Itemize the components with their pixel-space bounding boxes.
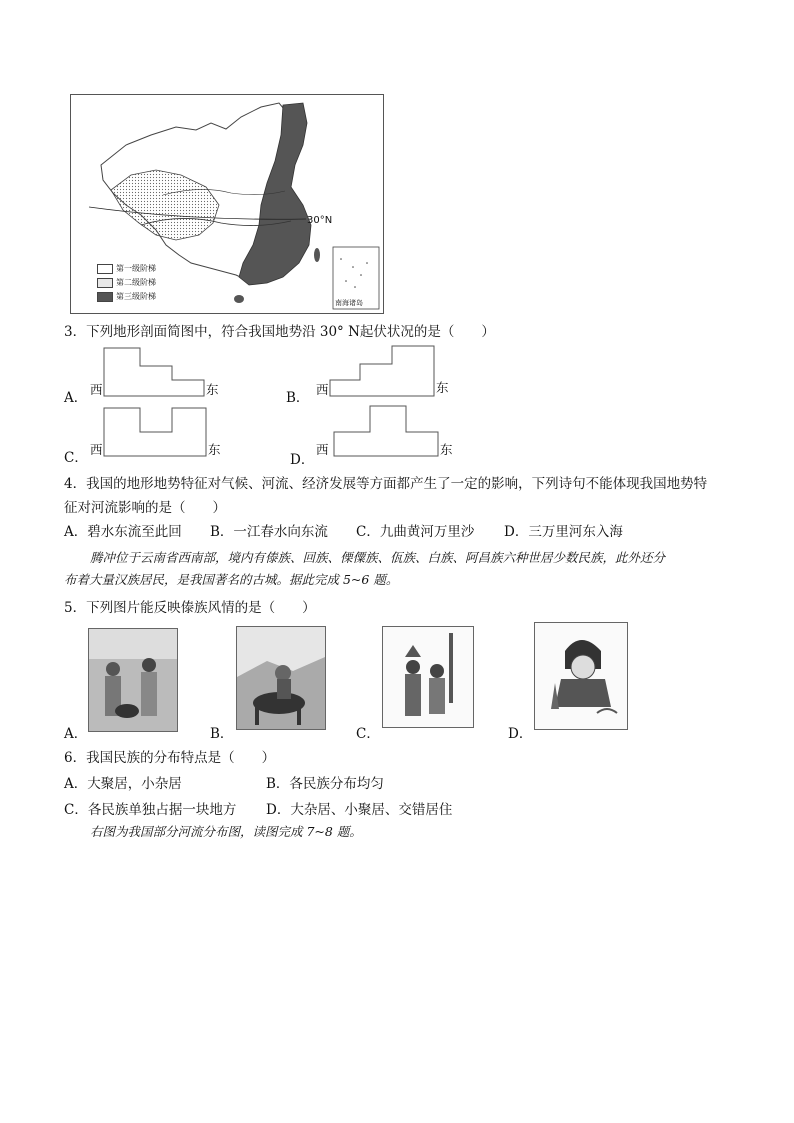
q6-stem: 6．我国民族的分布特点是（ ） <box>64 750 276 766</box>
q4-option-a[interactable]: A．碧水东流至此回 <box>64 524 182 540</box>
q5-picture-d[interactable] <box>534 622 628 730</box>
q4-option-b[interactable]: B．一江春水向东流 <box>210 524 328 540</box>
q5-option-a[interactable]: A． <box>64 726 88 742</box>
q3-option-c-profile[interactable] <box>104 408 206 460</box>
passage-tengchong-line1: 腾冲位于云南省西南部，境内有傣族、回族、傈僳族、佤族、白族、阿昌族六种世居少数民族，此外还分 <box>90 550 666 565</box>
china-terrain-map <box>70 94 384 314</box>
q5-option-c[interactable]: C． <box>356 726 380 742</box>
q6-option-d[interactable]: D．大杂居、小聚居、交错居住 <box>266 802 453 818</box>
q4-stem-line1: 4．我国的地形地势特征对气候、河流、经济发展等方面都产生了一定的影响，下列诗句不能体现我国地势特 <box>64 476 708 492</box>
q3-option-b-west: 西 <box>316 382 329 397</box>
q3-option-c-letter[interactable]: C． <box>64 450 88 466</box>
q3-option-b-east: 东 <box>436 380 449 395</box>
q3-option-b-letter[interactable]: B． <box>286 390 310 406</box>
passage-rivers: 右图为我国部分河流分布图，读图完成 7~8 题。 <box>90 824 362 839</box>
legend-item: 第三级阶梯 <box>97 291 156 302</box>
legend-swatch-third <box>97 292 113 302</box>
passage-tengchong-line2: 布着大量汉族居民，是我国著名的古城。据此完成 5~6 题。 <box>64 572 399 587</box>
q3-option-a-east: 东 <box>206 382 219 397</box>
q5-picture-b[interactable] <box>236 626 326 730</box>
q3-option-b-profile[interactable] <box>330 346 434 400</box>
q3-option-a-profile[interactable] <box>104 348 204 400</box>
q3-option-c-east: 东 <box>208 442 221 457</box>
q5-picture-a[interactable] <box>88 628 178 732</box>
q4-stem-line2: 征对河流影响的是（ ） <box>64 500 226 516</box>
legend-item: 第二级阶梯 <box>97 277 156 288</box>
legend-swatch-first <box>97 264 113 274</box>
q4-option-c[interactable]: C．九曲黄河万里沙 <box>356 524 475 540</box>
hainan-island <box>234 295 244 303</box>
q3-stem: 3．下列地形剖面简图中，符合我国地势沿 30° N起伏状况的是（ ） <box>64 324 495 340</box>
q5-picture-c[interactable] <box>382 626 474 728</box>
q6-option-a[interactable]: A．大聚居，小杂居 <box>64 776 182 792</box>
q4-option-d[interactable]: D．三万里河东入海 <box>504 524 623 540</box>
q3-option-c-west: 西 <box>90 442 103 457</box>
q3-option-d-letter[interactable]: D． <box>290 452 315 468</box>
q3-option-a-west: 西 <box>90 382 103 397</box>
q6-option-b[interactable]: B．各民族分布均匀 <box>266 776 384 792</box>
latitude-30n-label: 30°N <box>307 215 333 226</box>
q5-option-b[interactable]: B． <box>210 726 234 742</box>
q5-option-d[interactable]: D． <box>508 726 533 742</box>
q3-option-d-west: 西 <box>316 442 329 457</box>
q3-option-d-profile[interactable] <box>334 406 438 460</box>
q5-stem: 5．下列图片能反映傣族风情的是（ ） <box>64 600 316 616</box>
taiwan-island <box>314 248 320 262</box>
legend-swatch-second <box>97 278 113 288</box>
inset-label: 南海诸岛 <box>335 299 363 307</box>
q3-option-a-letter[interactable]: A． <box>64 390 88 406</box>
q3-option-d-east: 东 <box>440 442 453 457</box>
q6-option-c[interactable]: C．各民族单独占据一块地方 <box>64 802 237 818</box>
legend-item: 第一级阶梯 <box>97 263 156 274</box>
